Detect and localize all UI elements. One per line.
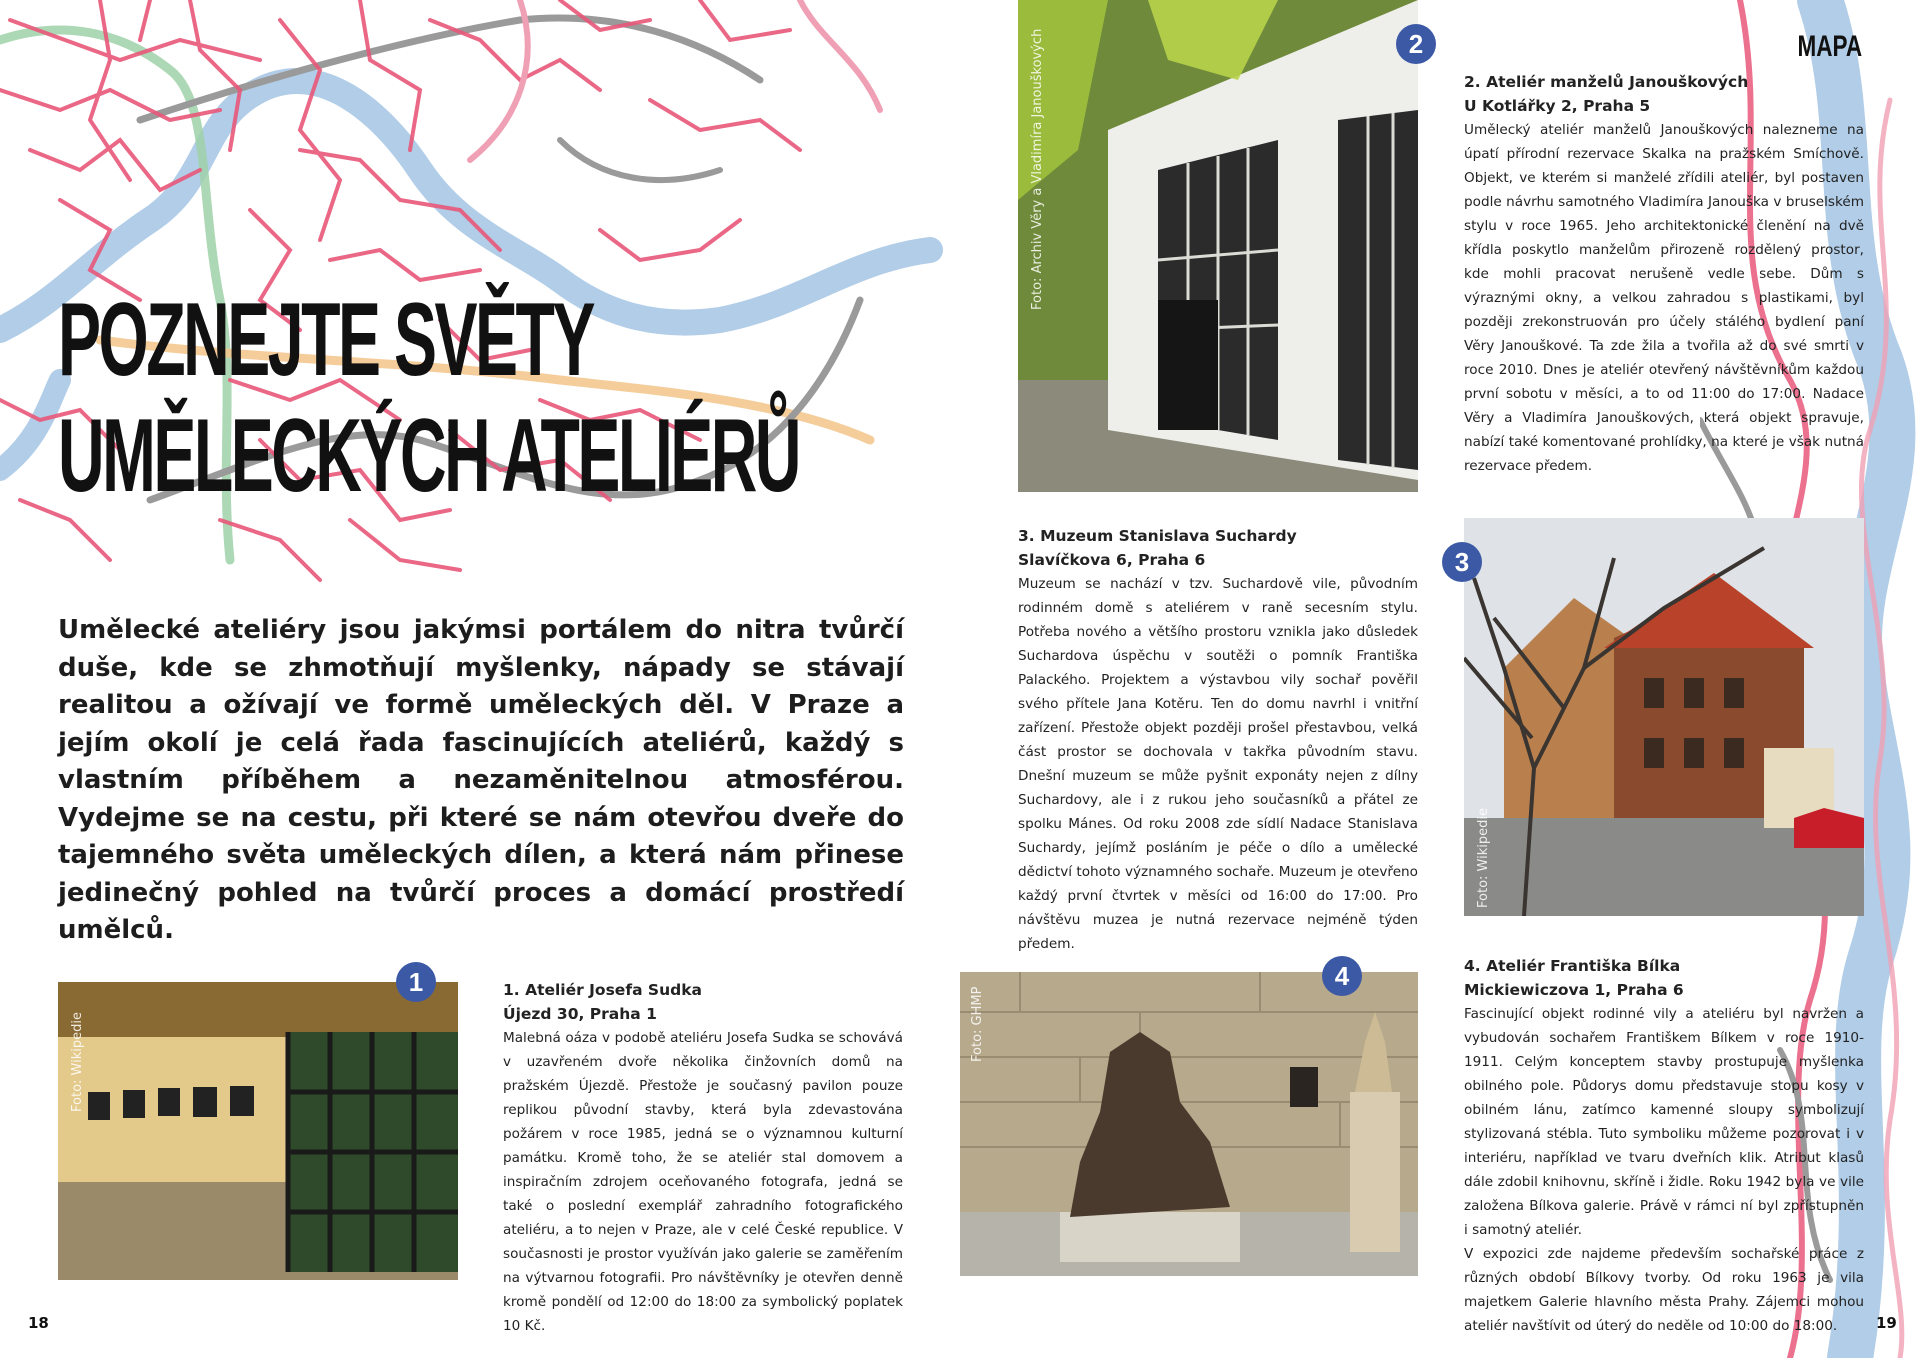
place-number-badge-3: 3 [1442, 542, 1482, 582]
lead-paragraph: Umělecké ateliéry jsou jakýmsi portálem do nitra tvůrčí duše, kde se zhmotňují myšlenky, nápady se stávají realitou a ožívají ve formě uměleckých děl. V Praze a jejím okolí je celá řada fascinujících ateliérů, každý s vlastním příběhem a nezaměnitelnou atmosférou. Vydejme se na cestu, při které se nám otevřou dveře do tajemného světa uměleckých dílen, a která nám přinese jedinečný pohled na tvůrčí proces a domácí prostředí umělců. [58, 615, 904, 945]
place-4-address: Mickiewiczova 1, Praha 6 [1464, 981, 1684, 999]
place-3-text [1018, 524, 1418, 956]
place-4-title: 4. Ateliér Františka Bílka [1464, 957, 1681, 975]
place-number-badge-1: 1 [396, 962, 436, 1002]
place-2-title: 2. Ateliér manželů Janouškových [1464, 73, 1749, 91]
place-2-description: Umělecký ateliér manželů Janouškových nalezneme na úpatí přírodní rezervace Skalka na pražském Smíchově. Objekt, ve kterém si manželé zřídili ateliér, byl postaven podle návrhu samotného Vladimíra Janouška v bruselském stylu v roce 1965. Jeho architektonické členění na dvě křídla poskytlo manželům přirozeně rozdělený prostor, kde mohli pracovat nerušeně vedle sebe. Dům s výraznými okny, a velkou zahradou s plastikami, byl později zrekonstruován pro účely stálého bydlení paní Věry Janouškové. Ta zde žila a tvořila až do své smrti v roce 2010. Dnes je ateliér otevřený návštěvníkům každou první sobotu v měsíci, a to od 11:00 do 17:00. Nadace Věry a Vladimíra Janouškových, která objekt spravuje, nabízí také komentované prohlídky, na které je však nutná rezervace předem. [1464, 122, 1864, 474]
place-1-title: 1. Ateliér Josefa Sudka [503, 981, 702, 999]
place-3-address: Slavíčkova 6, Praha 6 [1018, 551, 1206, 569]
photo-credit-1: Foto: Wikipedie [70, 1012, 85, 1112]
photo-bilek-sculpture [960, 972, 1418, 1276]
page-title [58, 282, 799, 514]
place-4-description-2: V expozici zde najdeme především sochařské práce z různých období Bílkovy tvorby. Od roku 1963 je vila majetkem Galerie hlavního města Prahy. Zájemci mohou ateliér navštívit od úterý do neděle od 10:00 do 18:00. [1464, 1246, 1864, 1334]
page-number-right: 19 [1876, 1314, 1897, 1332]
place-2-text [1464, 70, 1864, 478]
photo-credit-2: Foto: Archiv Věry a Vladimíra Janouškových [1030, 28, 1045, 310]
place-4-text [1464, 954, 1864, 1338]
place-1-text [503, 978, 903, 1338]
page-title-line-1: POZNEJTE SVĚTY [58, 282, 593, 398]
section-label: MAPA [1797, 30, 1862, 63]
place-3-description: Muzeum se nachází v tzv. Suchardově vile, původním rodinném domě s ateliérem v raně secesním stylu. Potřeba nového a většího prostoru vznikla jako důsledek Suchardova úspěchu v soutěži o pomník Františka Palackého. Projektem a výstavbou vily sochař pověřil svého přítele Jana Kotěru. Ten do domu navrhl i vnitřní zařízení. Přestože objekt později prošel přestavbou, velká část prostor se dochovala v takřka původním stavu. Dnešní muzeum se může pyšnit exponáty nejen z dílny Suchardovy, ale i z rukou jeho současníků a přátel ze spolku Mánes. Od roku 2008 zde sídlí Nadace Stanislava Suchardy, jejímž posláním je péče o dílo a umělecké dědictví tohoto významného sochaře. Muzeum je otevřeno každý první čtvrtek v měsíci od 16:00 do 17:00. Pro návštěvu muzea je nutná rezervace nejméně týden předem. [1018, 576, 1418, 952]
place-1-description: Malebná oáza v podobě ateliéru Josefa Sudka se schovává v uzavřeném dvoře několika činžovních domů na pražském Újezdě. Přestože je současný pavilon pouze replikou původní stavby, která byla zdevastována požárem v roce 1985, jedná se o významnou kulturní památku. Kromě toho, že se ateliér stal domovem a inspiračním zdrojem oceňovaného fotografa, jedná se také o poslední exemplář zahradního fotografického ateliéru, a to nejen v Praze, ale v celé České republice. V současnosti je prostor využíván jako galerie se zaměřením na výtvarnou fotografii. Pro návštěvníky je otevřen denně kromě pondělí od 12:00 do 18:00 za symbolický poplatek 10 Kč. [503, 1030, 903, 1334]
photo-sucharda-villa [1464, 518, 1864, 916]
photo-sudek-studio [58, 982, 458, 1280]
page-title-line-2: UMĚLECKÝCH ATELIÉRŮ [58, 398, 799, 514]
place-3-title: 3. Muzeum Stanislava Suchardy [1018, 527, 1297, 545]
place-number-badge-2: 2 [1396, 24, 1436, 64]
photo-credit-4: Foto: GHMP [970, 986, 985, 1062]
photo-credit-3: Foto: Wikipedie [1476, 808, 1491, 908]
photo-janousek-studio [1018, 0, 1418, 492]
page-number-left: 18 [28, 1314, 49, 1332]
place-number-badge-4: 4 [1322, 956, 1362, 996]
place-1-address: Újezd 30, Praha 1 [503, 1005, 657, 1023]
place-2-address: U Kotlářky 2, Praha 5 [1464, 97, 1651, 115]
place-4-description: Fascinující objekt rodinné vily a ateliéru byl navržen a vybudován sochařem Františkem Bílkem v roce 1910-1911. Celým konceptem stavby prostupuje myšlenka obilného pole. Půdorys domu představuje stopu kosy v obilném lánu, zatímco kamenné sloupy symbolizují stylizovaná stébla. Tuto symboliku můžeme pozorovat i v interiéru, například ve tvaru dveřních klik. Atribut klasů dále zdobil knihovnu, skříně i židle. Roku 1942 byla ve vile založena Bílkova galerie. Právě v rámci ní byl zpřístupněn i samotný ateliér. [1464, 1006, 1864, 1238]
